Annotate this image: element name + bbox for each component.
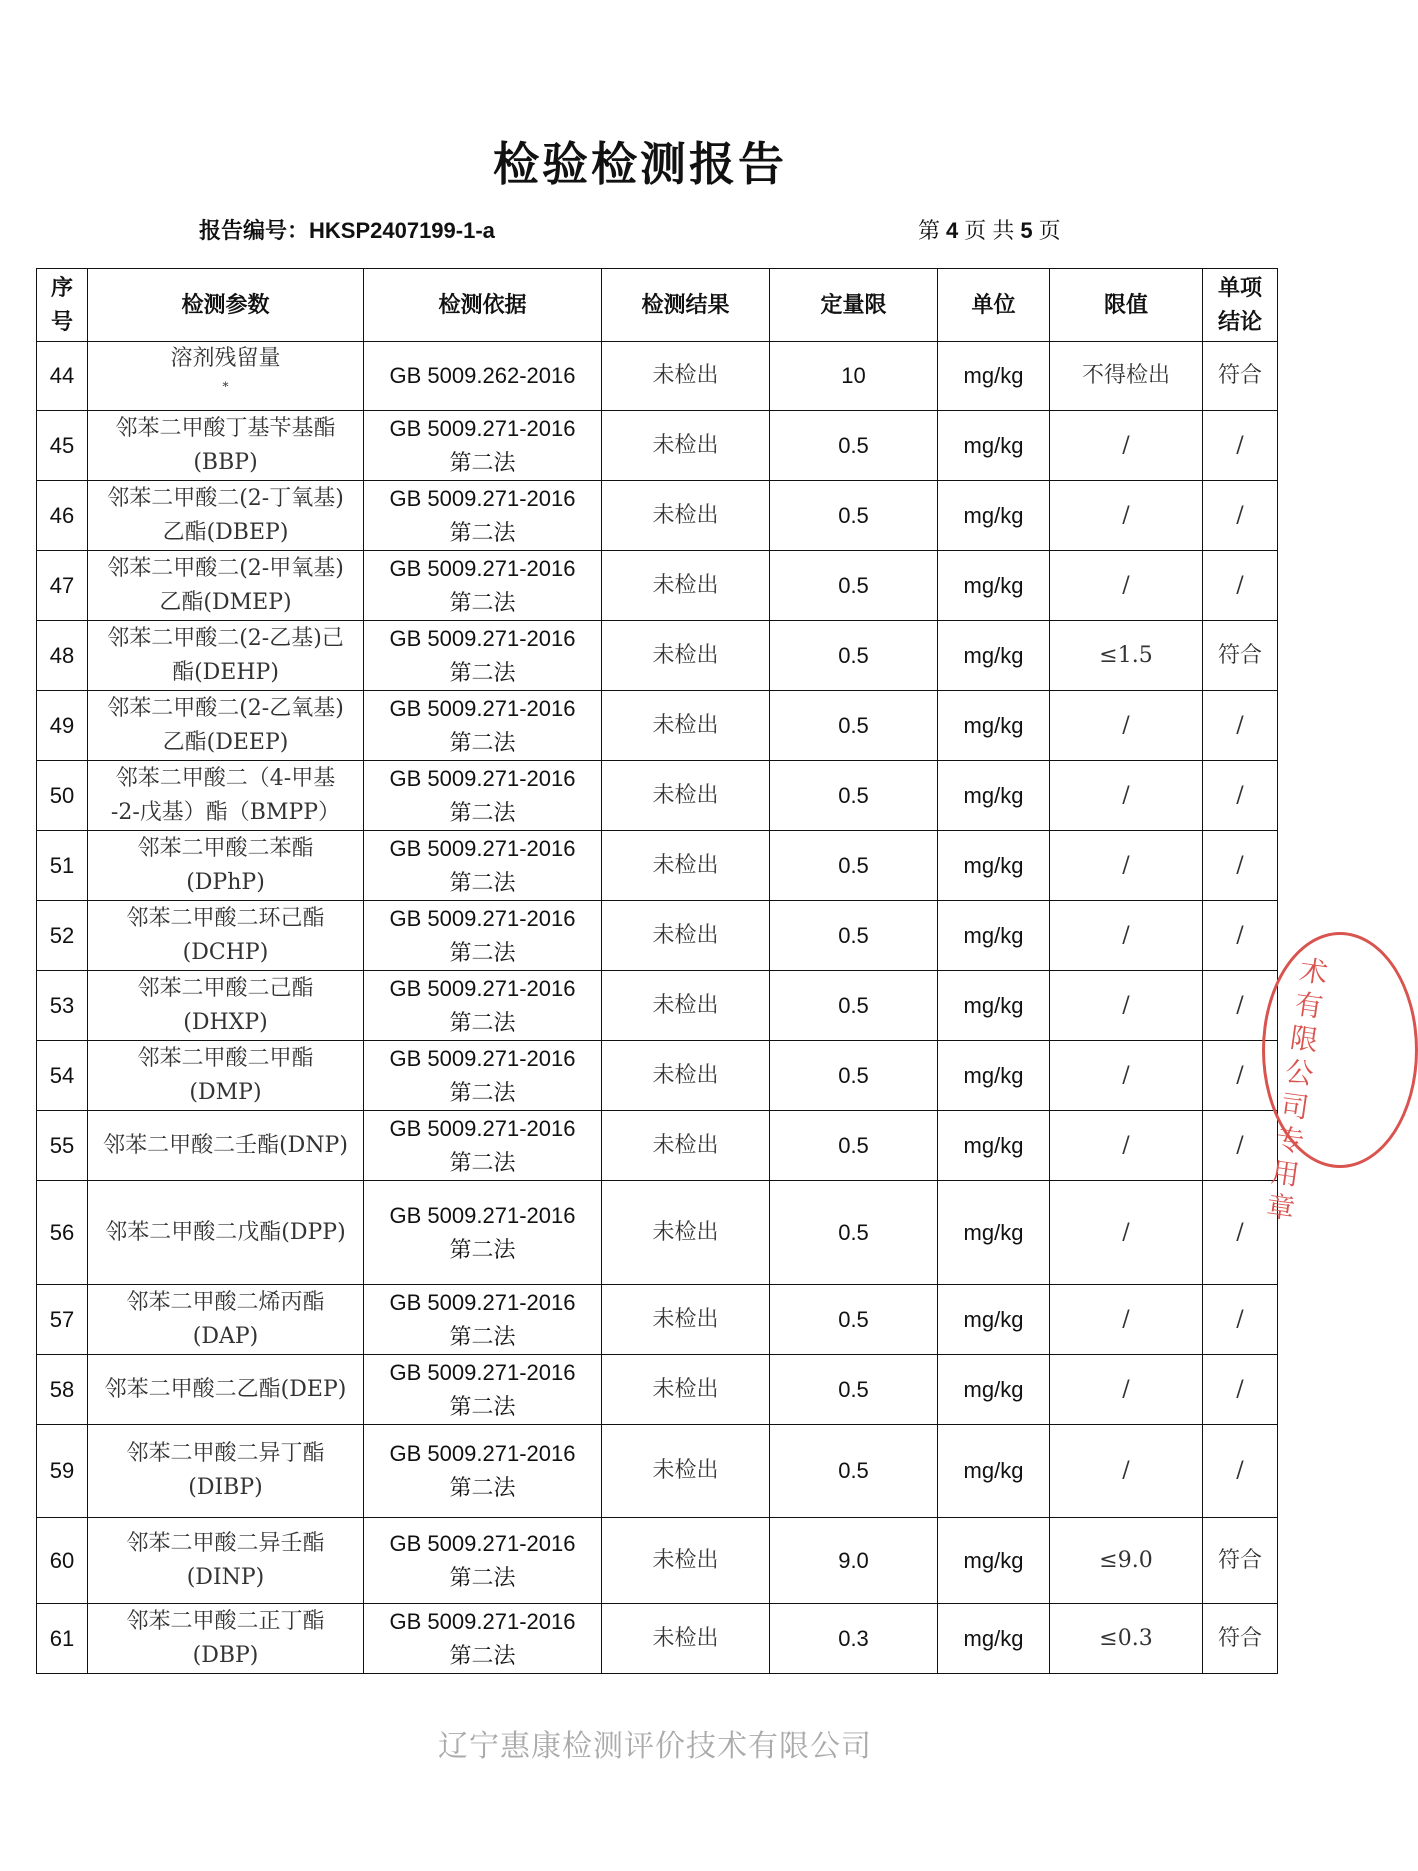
cell-unit: mg/kg (938, 1425, 1050, 1518)
page-suffix: 页 (1038, 218, 1061, 243)
cell-loq: 0.5 (770, 481, 938, 551)
cell-result: 未检出 (602, 621, 770, 691)
cell-limit: / (1050, 831, 1203, 901)
cell-result: 未检出 (602, 481, 770, 551)
table-row (37, 901, 1278, 971)
cell-param (88, 831, 364, 901)
cell-basis (364, 971, 602, 1041)
table-row (37, 691, 1278, 761)
cell-conclusion: / (1203, 761, 1278, 831)
cell-param-line2: 酯(DEHP) (172, 659, 279, 685)
cell-param (88, 691, 364, 761)
cell-loq: 0.5 (770, 901, 938, 971)
cell-unit: mg/kg (938, 411, 1050, 481)
cell-basis (364, 761, 602, 831)
cell-result: 未检出 (602, 1285, 770, 1355)
cell-basis (364, 1518, 602, 1604)
cell-basis-line2: 第二法 (449, 659, 516, 685)
cell-result: 未检出 (602, 1355, 770, 1425)
cell-unit: mg/kg (938, 901, 1050, 971)
page-mid: 页 共 (964, 218, 1015, 243)
cell-result: 未检出 (602, 551, 770, 621)
cell-basis (364, 1425, 602, 1518)
cell-limit: / (1050, 481, 1203, 551)
cell-param (88, 1111, 364, 1181)
cell-basis-line1: GB 5009.271-2016 (389, 1530, 576, 1556)
cell-param-line1: 邻苯二甲酸二异壬酯 (126, 1530, 325, 1556)
cell-no: 60 (37, 1518, 88, 1604)
table-row (37, 971, 1278, 1041)
cell-loq: 0.3 (770, 1604, 938, 1674)
cell-no: 56 (37, 1181, 88, 1285)
cell-basis-line2: 第二法 (449, 1475, 516, 1500)
cell-basis-line2: 第二法 (449, 799, 516, 825)
stamp-text: 术有限公司专用章 (1264, 953, 1330, 1226)
cell-basis-line1: GB 5009.271-2016 (389, 765, 576, 791)
cell-limit: ≤9.0 (1050, 1518, 1203, 1604)
page-total: 5 (1020, 218, 1033, 243)
cell-limit: / (1050, 1111, 1203, 1181)
cell-conclusion: / (1203, 831, 1278, 901)
cell-basis (364, 1604, 602, 1674)
cell-no: 55 (37, 1111, 88, 1181)
cell-param-line1: 邻苯二甲酸二(2-甲氧基) (107, 555, 344, 581)
cell-no: 61 (37, 1604, 88, 1674)
table-row (37, 1425, 1278, 1518)
cell-basis-line2: 第二法 (449, 1236, 516, 1262)
cell-no: 44 (37, 342, 88, 411)
cell-basis (364, 1111, 602, 1181)
cell-basis-line1: GB 5009.271-2016 (389, 625, 576, 651)
cell-unit: mg/kg (938, 1181, 1050, 1285)
cell-param (88, 1604, 364, 1674)
cell-limit: / (1050, 691, 1203, 761)
cell-param-line2: 乙酯(DEEP) (162, 729, 289, 755)
header-unit: 单位 (938, 269, 1050, 342)
cell-basis (364, 551, 602, 621)
results-table (36, 268, 1278, 1674)
cell-no: 54 (37, 1041, 88, 1111)
cell-no: 52 (37, 901, 88, 971)
cell-loq: 0.5 (770, 551, 938, 621)
cell-unit: mg/kg (938, 831, 1050, 901)
cell-result: 未检出 (602, 1041, 770, 1111)
cell-param-line1: 邻苯二甲酸二己酯 (137, 975, 314, 1001)
table-row (37, 1355, 1278, 1425)
page-current: 4 (946, 218, 959, 243)
header-result: 检测结果 (602, 269, 770, 342)
cell-basis-line1: GB 5009.271-2016 (389, 1289, 576, 1315)
cell-param (88, 621, 364, 691)
cell-param-line2: (BBP) (193, 449, 258, 475)
cell-result: 未检出 (602, 1111, 770, 1181)
cell-param-line1: 邻苯二甲酸二正丁酯 (126, 1608, 325, 1634)
cell-basis (364, 411, 602, 481)
cell-param-line1: 溶剂残留量 (170, 346, 281, 371)
cell-basis-line2: 第二法 (449, 1009, 516, 1035)
cell-loq: 9.0 (770, 1518, 938, 1604)
header-loq: 定量限 (770, 269, 938, 342)
cell-param (88, 411, 364, 481)
cell-no: 51 (37, 831, 88, 901)
cell-unit: mg/kg (938, 1285, 1050, 1355)
cell-basis (364, 1041, 602, 1111)
cell-unit: mg/kg (938, 1518, 1050, 1604)
table-row (37, 551, 1278, 621)
cell-basis (364, 901, 602, 971)
cell-result: 未检出 (602, 342, 770, 411)
cell-basis (364, 342, 602, 411)
cell-conclusion: / (1203, 1111, 1278, 1181)
cell-basis-line1: GB 5009.271-2016 (389, 1115, 576, 1141)
cell-result: 未检出 (602, 831, 770, 901)
cell-param (88, 761, 364, 831)
cell-limit: / (1050, 1181, 1203, 1285)
cell-param-line2: 乙酯(DBEP) (162, 519, 289, 545)
cell-loq: 0.5 (770, 1111, 938, 1181)
cell-param (88, 1518, 364, 1604)
cell-loq: 0.5 (770, 831, 938, 901)
cell-conclusion: 符合 (1203, 342, 1278, 411)
cell-param (88, 551, 364, 621)
cell-basis-line2: 第二法 (449, 449, 516, 475)
cell-result: 未检出 (602, 1425, 770, 1518)
cell-limit: ≤1.5 (1050, 621, 1203, 691)
cell-basis-line1: GB 5009.271-2016 (389, 485, 576, 511)
table-row (37, 761, 1278, 831)
cell-no: 48 (37, 621, 88, 691)
header-limit: 限值 (1050, 269, 1203, 342)
cell-basis-line2: 第二法 (449, 1564, 516, 1590)
cell-loq: 0.5 (770, 1181, 938, 1285)
cell-param (88, 481, 364, 551)
cell-conclusion: 符合 (1203, 1604, 1278, 1674)
cell-basis (364, 1285, 602, 1355)
cell-loq: 0.5 (770, 1425, 938, 1518)
cell-unit: mg/kg (938, 1355, 1050, 1425)
cell-no: 46 (37, 481, 88, 551)
cell-param-line1: 邻苯二甲酸二(2-乙基)己 (107, 625, 344, 651)
cell-param-line1: 邻苯二甲酸二（4-甲基 (115, 765, 336, 791)
cell-basis-line1: GB 5009.262-2016 (389, 363, 576, 388)
cell-conclusion: / (1203, 481, 1278, 551)
table-row (37, 621, 1278, 691)
red-seal-stamp (1262, 932, 1418, 1226)
cell-no: 47 (37, 551, 88, 621)
cell-limit: / (1050, 1285, 1203, 1355)
cell-limit: / (1050, 901, 1203, 971)
cell-conclusion: / (1203, 551, 1278, 621)
cell-param-line1: 邻苯二甲酸二戊酯(DPP) (105, 1219, 346, 1245)
cell-no: 50 (37, 761, 88, 831)
table-row (37, 1285, 1278, 1355)
cell-conclusion: / (1203, 971, 1278, 1041)
cell-basis-line2: 第二法 (449, 1642, 516, 1668)
cell-param-line2: (DBP) (192, 1642, 259, 1668)
cell-limit: / (1050, 411, 1203, 481)
cell-limit: / (1050, 551, 1203, 621)
cell-no: 53 (37, 971, 88, 1041)
cell-param-line1: 邻苯二甲酸二(2-丁氧基) (107, 485, 344, 511)
cell-basis (364, 481, 602, 551)
cell-basis-line2: 第二法 (449, 1323, 516, 1349)
table-row (37, 481, 1278, 551)
cell-conclusion: / (1203, 1181, 1278, 1285)
cell-param-line2: -2-戊基）酯（BMPP） (110, 799, 341, 825)
cell-basis-line1: GB 5009.271-2016 (389, 975, 576, 1001)
cell-loq: 0.5 (770, 691, 938, 761)
cell-basis-line1: GB 5009.271-2016 (389, 415, 576, 441)
cell-result: 未检出 (602, 901, 770, 971)
cell-param-line1: 邻苯二甲酸二乙酯(DEP) (104, 1376, 347, 1402)
cell-basis-line2: 第二法 (449, 1393, 516, 1419)
header-seq: 序号 (37, 269, 88, 342)
cell-basis-line2: 第二法 (449, 519, 516, 545)
cell-unit: mg/kg (938, 1041, 1050, 1111)
cell-basis-line2: 第二法 (449, 589, 516, 615)
cell-basis-line1: GB 5009.271-2016 (389, 905, 576, 931)
cell-loq: 0.5 (770, 411, 938, 481)
cell-basis-line1: GB 5009.271-2016 (389, 1202, 576, 1228)
cell-conclusion: / (1203, 691, 1278, 761)
cell-basis (364, 831, 602, 901)
cell-unit: mg/kg (938, 1604, 1050, 1674)
cell-param-line1: 邻苯二甲酸二甲酯 (137, 1045, 314, 1071)
cell-loq: 0.5 (770, 761, 938, 831)
cell-conclusion: / (1203, 901, 1278, 971)
table-row (37, 411, 1278, 481)
cell-param-line2: (DIBP) (188, 1475, 263, 1500)
cell-result: 未检出 (602, 1518, 770, 1604)
cell-no: 58 (37, 1355, 88, 1425)
cell-result: 未检出 (602, 411, 770, 481)
cell-loq: 0.5 (770, 1285, 938, 1355)
cell-limit: ≤0.3 (1050, 1604, 1203, 1674)
cell-unit: mg/kg (938, 481, 1050, 551)
cell-limit: 不得检出 (1050, 342, 1203, 411)
cell-param-line1: 邻苯二甲酸二烯丙酯 (126, 1289, 325, 1315)
cell-basis (364, 621, 602, 691)
table-row (37, 831, 1278, 901)
cell-result: 未检出 (602, 761, 770, 831)
page-indicator (918, 214, 1061, 245)
cell-limit: / (1050, 1355, 1203, 1425)
cell-loq: 0.5 (770, 1041, 938, 1111)
cell-result: 未检出 (602, 691, 770, 761)
cell-no: 57 (37, 1285, 88, 1355)
cell-basis-line1: GB 5009.271-2016 (389, 1441, 576, 1466)
cell-conclusion: / (1203, 1355, 1278, 1425)
cell-param (88, 1041, 364, 1111)
cell-loq: 10 (770, 342, 938, 411)
report-number: 报告编号：HKSP2407199-1-a (199, 218, 495, 243)
cell-basis-line1: GB 5009.271-2016 (389, 695, 576, 721)
report-title: 检验检测报告 (493, 137, 787, 191)
asterisk-mark: * (222, 379, 229, 394)
page-prefix: 第 (918, 218, 941, 243)
table-row (37, 342, 1278, 411)
cell-param (88, 901, 364, 971)
cell-loq: 0.5 (770, 621, 938, 691)
table-row (37, 1181, 1278, 1285)
cell-limit: / (1050, 971, 1203, 1041)
cell-no: 49 (37, 691, 88, 761)
cell-basis-line1: GB 5009.271-2016 (389, 1359, 576, 1385)
header-param: 检测参数 (88, 269, 364, 342)
cell-basis-line1: GB 5009.271-2016 (389, 835, 576, 861)
cell-basis-line2: 第二法 (449, 1079, 516, 1105)
footer-company: 辽宁惠康检测评价技术有限公司 (438, 1729, 872, 1764)
cell-unit: mg/kg (938, 621, 1050, 691)
cell-no: 45 (37, 411, 88, 481)
cell-param-line1: 邻苯二甲酸二苯酯 (137, 835, 314, 861)
header-conclusion: 单项结论 (1203, 269, 1278, 342)
cell-result: 未检出 (602, 1604, 770, 1674)
header-row (37, 269, 1278, 342)
cell-conclusion: / (1203, 1041, 1278, 1111)
cell-no: 59 (37, 1425, 88, 1518)
cell-param (88, 342, 364, 411)
cell-result: 未检出 (602, 1181, 770, 1285)
cell-unit: mg/kg (938, 1111, 1050, 1181)
cell-param-line2: (DPhP) (186, 869, 265, 895)
cell-basis-line2: 第二法 (449, 729, 516, 755)
cell-result: 未检出 (602, 971, 770, 1041)
cell-unit: mg/kg (938, 342, 1050, 411)
cell-basis (364, 691, 602, 761)
cell-param-line1: 邻苯二甲酸二壬酯(DNP) (103, 1132, 348, 1158)
cell-conclusion: / (1203, 1285, 1278, 1355)
cell-loq: 0.5 (770, 1355, 938, 1425)
cell-basis-line2: 第二法 (449, 939, 516, 965)
cell-basis (364, 1181, 602, 1285)
cell-unit: mg/kg (938, 551, 1050, 621)
table-row (37, 1041, 1278, 1111)
cell-conclusion: 符合 (1203, 621, 1278, 691)
cell-param (88, 1425, 364, 1518)
cell-unit: mg/kg (938, 691, 1050, 761)
table-row (37, 1111, 1278, 1181)
cell-basis-line1: GB 5009.271-2016 (389, 555, 576, 581)
cell-basis-line2: 第二法 (449, 1149, 516, 1175)
cell-basis-line1: GB 5009.271-2016 (389, 1608, 576, 1634)
cell-param-line2: (DMP) (189, 1079, 262, 1105)
cell-limit: / (1050, 1425, 1203, 1518)
cell-unit: mg/kg (938, 761, 1050, 831)
cell-param-line2: (DCHP) (182, 939, 269, 965)
table-row (37, 1518, 1278, 1604)
cell-limit: / (1050, 761, 1203, 831)
cell-param-line1: 邻苯二甲酸丁基苄基酯 (115, 415, 336, 441)
cell-basis-line1: GB 5009.271-2016 (389, 1045, 576, 1071)
cell-param-line1: 邻苯二甲酸二环己酯 (126, 905, 325, 931)
table-row (37, 1604, 1278, 1674)
cell-param (88, 1181, 364, 1285)
cell-param-line1: 邻苯二甲酸二异丁酯 (126, 1441, 325, 1466)
cell-conclusion: / (1203, 1425, 1278, 1518)
cell-limit: / (1050, 1041, 1203, 1111)
cell-loq: 0.5 (770, 971, 938, 1041)
header-basis: 检测依据 (364, 269, 602, 342)
cell-param (88, 971, 364, 1041)
cell-conclusion: 符合 (1203, 1518, 1278, 1604)
cell-basis-line2: 第二法 (449, 869, 516, 895)
cell-param (88, 1285, 364, 1355)
cell-param-line2: (DINP) (186, 1564, 265, 1590)
cell-param-line2: 乙酯(DMEP) (159, 589, 292, 615)
cell-conclusion: / (1203, 411, 1278, 481)
cell-param-line2: (DAP) (192, 1323, 259, 1349)
cell-param-line2: (DHXP) (183, 1009, 268, 1035)
cell-param (88, 1355, 364, 1425)
cell-param-line1: 邻苯二甲酸二(2-乙氧基) (107, 695, 344, 721)
cell-unit: mg/kg (938, 971, 1050, 1041)
cell-basis (364, 1355, 602, 1425)
